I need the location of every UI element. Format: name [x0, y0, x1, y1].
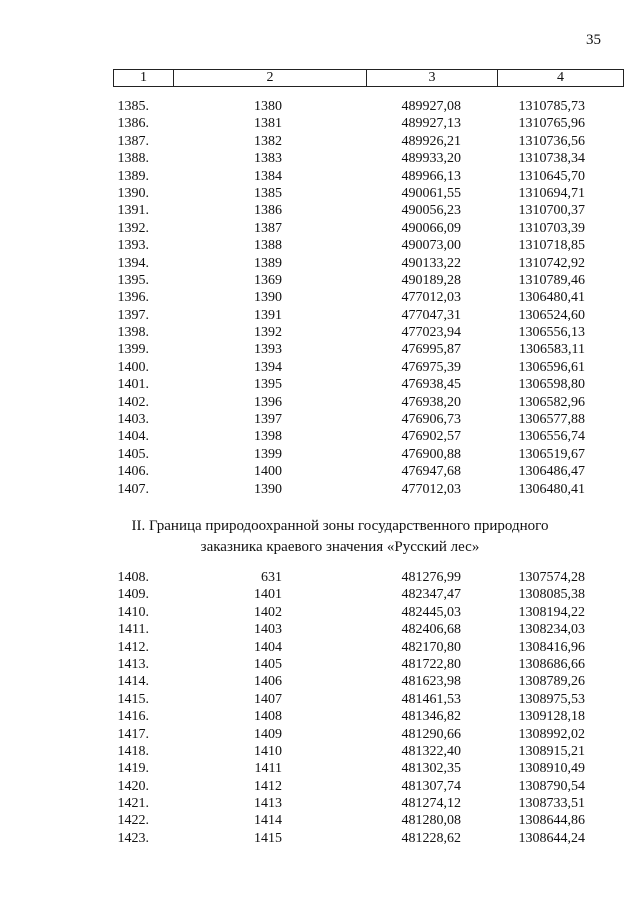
coordinate-x: 489927,08 — [401, 99, 461, 114]
coordinate-x: 482445,03 — [401, 604, 461, 620]
coordinate-y: 1306480,41 — [518, 481, 585, 497]
point-number: 1388 — [254, 238, 282, 254]
table-row — [0, 202, 640, 219]
row-number: 1410. — [117, 604, 149, 620]
coordinate-y: 1308085,38 — [518, 587, 585, 603]
coordinate-y: 1307574,28 — [518, 570, 585, 585]
row-number: 1386. — [117, 116, 149, 132]
coordinate-y: 1308992,02 — [518, 726, 585, 742]
coordinate-y: 1310694,71 — [518, 185, 585, 201]
row-number: 1400. — [117, 359, 149, 375]
table-row — [0, 778, 640, 795]
point-number: 1402 — [254, 604, 282, 620]
row-number: 1385. — [117, 99, 149, 114]
coordinate-x: 476995,87 — [401, 342, 461, 358]
row-number: 1414. — [117, 674, 149, 690]
point-number: 1407 — [254, 691, 282, 707]
table-row — [0, 289, 640, 306]
table-row — [0, 255, 640, 272]
point-number: 1392 — [254, 325, 282, 341]
row-number: 1422. — [117, 813, 149, 829]
coordinate-y: 1310736,56 — [518, 133, 585, 149]
point-number: 1385 — [254, 185, 282, 201]
row-number: 1418. — [117, 743, 149, 759]
row-number: 1419. — [117, 761, 149, 777]
coordinate-x: 481722,80 — [401, 656, 461, 672]
row-number: 1393. — [117, 238, 149, 254]
coordinate-x: 482406,68 — [401, 622, 461, 638]
point-number: 1396 — [254, 394, 282, 410]
table-row — [0, 185, 640, 202]
table-row — [0, 394, 640, 411]
row-number: 1409. — [117, 587, 149, 603]
coordinate-y: 1306480,41 — [518, 290, 585, 306]
coordinates-table-2 — [0, 569, 640, 847]
coordinate-y: 1306577,88 — [518, 412, 585, 428]
coordinate-y: 1310645,70 — [518, 168, 585, 184]
table-row — [0, 376, 640, 393]
coordinate-y: 1306598,80 — [518, 377, 585, 393]
point-number: 1390 — [254, 290, 282, 306]
coordinate-x: 476947,68 — [401, 464, 461, 480]
coordinate-y: 1310785,73 — [518, 99, 585, 114]
coordinate-x: 482170,80 — [401, 639, 461, 655]
coordinate-x: 481346,82 — [401, 709, 461, 725]
point-number: 1399 — [254, 446, 282, 462]
table-row — [0, 428, 640, 445]
row-number: 1394. — [117, 255, 149, 271]
coordinate-y: 1308644,86 — [518, 813, 585, 829]
coordinate-y: 1306519,67 — [518, 446, 585, 462]
point-number: 1397 — [254, 412, 282, 428]
coordinate-x: 490066,09 — [401, 220, 461, 236]
coordinate-x: 490061,55 — [401, 185, 461, 201]
point-number: 1403 — [254, 622, 282, 638]
point-number: 1394 — [254, 359, 282, 375]
table-row — [0, 411, 640, 428]
coordinate-y: 1306556,74 — [518, 429, 585, 445]
table-row — [0, 673, 640, 690]
coordinate-x: 481280,08 — [401, 813, 461, 829]
row-number: 1388. — [117, 151, 149, 167]
coordinate-x: 477012,03 — [401, 481, 461, 497]
row-number: 1421. — [117, 796, 149, 812]
row-number: 1411. — [118, 622, 149, 638]
coordinate-y: 1306596,61 — [518, 359, 585, 375]
row-number: 1404. — [117, 429, 149, 445]
coordinate-x: 489966,13 — [401, 168, 461, 184]
row-number: 1396. — [117, 290, 149, 306]
table-row — [0, 463, 640, 480]
coordinate-y: 1308686,66 — [518, 656, 585, 672]
table-row — [0, 656, 640, 673]
coordinate-y: 1310703,39 — [518, 220, 585, 236]
row-number: 1406. — [117, 464, 149, 480]
coordinate-x: 481322,40 — [401, 743, 461, 759]
table-row — [0, 621, 640, 638]
coordinate-x: 481302,35 — [401, 761, 461, 777]
row-number: 1390. — [117, 185, 149, 201]
point-number: 1404 — [254, 639, 282, 655]
table-row — [0, 446, 640, 463]
section-title — [0, 516, 640, 558]
coordinate-x: 481290,66 — [401, 726, 461, 742]
point-number: 1405 — [254, 656, 282, 672]
point-number: 1412 — [254, 778, 282, 794]
row-number: 1416. — [117, 709, 149, 725]
table-row — [0, 604, 640, 621]
coordinate-x: 481307,74 — [401, 778, 461, 794]
row-number: 1399. — [117, 342, 149, 358]
column-header-3: 3 — [367, 70, 498, 87]
table-row — [0, 691, 640, 708]
row-number: 1398. — [117, 325, 149, 341]
row-number: 1403. — [117, 412, 149, 428]
row-number: 1407. — [117, 481, 149, 497]
row-number: 1413. — [117, 656, 149, 672]
coordinate-y: 1308975,53 — [518, 691, 585, 707]
coordinate-x: 482347,47 — [401, 587, 461, 603]
row-number: 1387. — [117, 133, 149, 149]
column-header-table — [113, 69, 624, 87]
row-number: 1423. — [117, 830, 149, 846]
coordinate-x: 489926,21 — [401, 133, 461, 149]
coordinate-y: 1310700,37 — [518, 203, 585, 219]
point-number: 1395 — [254, 377, 282, 393]
table-row — [0, 220, 640, 237]
point-number: 1369 — [254, 272, 282, 288]
point-number: 1410 — [254, 743, 282, 759]
coordinate-x: 481461,53 — [401, 691, 461, 707]
coordinate-x: 490073,00 — [401, 238, 461, 254]
table-row — [0, 726, 640, 743]
table-row — [0, 812, 640, 829]
coordinate-y: 1308915,21 — [518, 743, 585, 759]
point-number: 1408 — [254, 709, 282, 725]
table-row — [0, 324, 640, 341]
point-number: 1387 — [254, 220, 282, 236]
point-number: 1401 — [254, 587, 282, 603]
coordinate-x: 481228,62 — [401, 830, 461, 846]
point-number: 1389 — [254, 255, 282, 271]
table-row — [0, 150, 640, 167]
point-number: 1406 — [254, 674, 282, 690]
coordinate-y: 1308644,24 — [518, 830, 585, 846]
coordinate-x: 481276,99 — [401, 570, 461, 585]
table-row — [0, 795, 640, 812]
table-row — [0, 639, 640, 656]
coordinate-x: 476906,73 — [401, 412, 461, 428]
coordinate-x: 477047,31 — [401, 307, 461, 323]
row-number: 1392. — [117, 220, 149, 236]
point-number: 1398 — [254, 429, 282, 445]
coordinate-y: 1310765,96 — [518, 116, 585, 132]
page-number: 35 — [586, 32, 601, 48]
coordinate-y: 1308910,49 — [518, 761, 585, 777]
coordinate-x: 490056,23 — [401, 203, 461, 219]
coordinate-y: 1306524,60 — [518, 307, 585, 323]
coordinate-y: 1308789,26 — [518, 674, 585, 690]
coordinate-y: 1306556,13 — [518, 325, 585, 341]
point-number: 1380 — [254, 99, 282, 114]
point-number: 1413 — [254, 796, 282, 812]
coordinate-x: 481274,12 — [401, 796, 461, 812]
table-row — [0, 133, 640, 150]
row-number: 1389. — [117, 168, 149, 184]
table-row — [0, 307, 640, 324]
table-row — [0, 708, 640, 725]
point-number: 1415 — [254, 830, 282, 846]
coordinate-y: 1308790,54 — [518, 778, 585, 794]
table-row — [0, 743, 640, 760]
coordinate-y: 1308194,22 — [518, 604, 585, 620]
row-number: 1401. — [117, 377, 149, 393]
row-number: 1391. — [117, 203, 149, 219]
table-row — [0, 272, 640, 289]
coordinate-y: 1308234,03 — [518, 622, 585, 638]
point-number: 631 — [261, 570, 282, 585]
table-row — [0, 168, 640, 185]
table-row — [0, 237, 640, 254]
coordinate-y: 1309128,18 — [518, 709, 585, 725]
section-title-line-2: заказника краевого значения «Русский лес» — [200, 539, 480, 555]
table-row — [0, 341, 640, 358]
point-number: 1411 — [254, 761, 282, 777]
table-row — [0, 115, 640, 132]
coordinate-x: 476938,45 — [401, 377, 461, 393]
coordinate-x: 481623,98 — [401, 674, 461, 690]
coordinate-y: 1310742,92 — [518, 255, 585, 271]
row-number: 1420. — [117, 778, 149, 794]
column-header-4: 4 — [498, 70, 624, 87]
column-header-1: 1 — [114, 70, 174, 87]
table-row — [0, 481, 640, 498]
table-row — [0, 760, 640, 777]
table-row — [0, 98, 640, 115]
point-number: 1386 — [254, 203, 282, 219]
row-number: 1417. — [117, 726, 149, 742]
point-number: 1390 — [254, 481, 282, 497]
coordinate-x: 476975,39 — [401, 359, 461, 375]
point-number: 1382 — [254, 133, 282, 149]
section-title-line-1: II. Граница природоохранной зоны государственного природного — [131, 518, 549, 534]
coordinate-x: 489933,20 — [401, 151, 461, 167]
column-header-row — [114, 70, 624, 87]
point-number: 1414 — [254, 813, 282, 829]
row-number: 1395. — [117, 272, 149, 288]
coordinate-y: 1310789,46 — [518, 272, 585, 288]
row-number: 1415. — [117, 691, 149, 707]
coordinate-x: 477023,94 — [401, 325, 461, 341]
row-number: 1397. — [117, 307, 149, 323]
coordinate-y: 1306486,47 — [518, 464, 585, 480]
coordinate-y: 1306583,11 — [519, 342, 585, 358]
coordinate-x: 489927,13 — [401, 116, 461, 132]
table-row — [0, 569, 640, 586]
table-row — [0, 359, 640, 376]
point-number: 1393 — [254, 342, 282, 358]
coordinate-x: 476938,20 — [401, 394, 461, 410]
coordinate-x: 477012,03 — [401, 290, 461, 306]
table-row — [0, 586, 640, 603]
row-number: 1412. — [117, 639, 149, 655]
coordinate-y: 1306582,96 — [518, 394, 585, 410]
coordinate-x: 490133,22 — [401, 255, 461, 271]
coordinate-x: 490189,28 — [401, 272, 461, 288]
point-number: 1391 — [254, 307, 282, 323]
point-number: 1400 — [254, 464, 282, 480]
point-number: 1381 — [254, 116, 282, 132]
coordinate-y: 1308416,96 — [518, 639, 585, 655]
column-header-2: 2 — [174, 70, 367, 87]
coordinate-y: 1308733,51 — [518, 796, 585, 812]
row-number: 1408. — [117, 570, 149, 585]
coordinate-y: 1310718,85 — [518, 238, 585, 254]
point-number: 1409 — [254, 726, 282, 742]
point-number: 1384 — [254, 168, 282, 184]
coordinates-table-1 — [0, 98, 640, 498]
coordinate-x: 476902,57 — [401, 429, 461, 445]
point-number: 1383 — [254, 151, 282, 167]
row-number: 1405. — [117, 446, 149, 462]
coordinate-x: 476900,88 — [401, 446, 461, 462]
row-number: 1402. — [117, 394, 149, 410]
coordinate-y: 1310738,34 — [518, 151, 585, 167]
table-row — [0, 830, 640, 847]
